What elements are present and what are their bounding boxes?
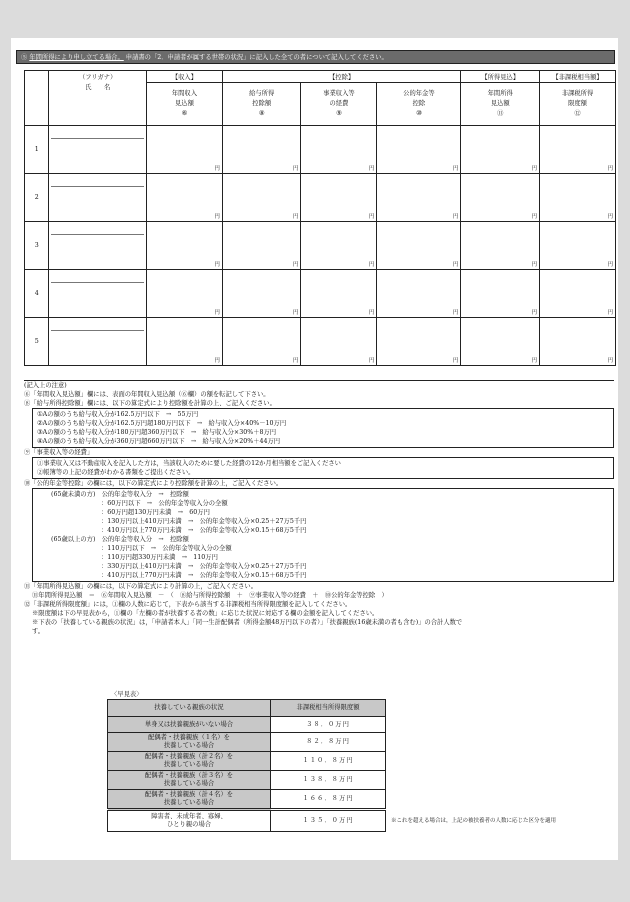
yen-label: 円 [214, 166, 220, 172]
yen-label: 円 [607, 166, 613, 172]
yen-label: 円 [607, 358, 613, 364]
yen-label: 円 [292, 310, 299, 316]
yen-label: 円 [607, 214, 613, 220]
over65-item: ：110万円超330万円未満 → 110万円 [101, 554, 218, 561]
under65-heading: (65歳未満の方) 公的年金等収入分 → 控除額 [51, 491, 189, 498]
note-12: ⑫「非課税所得限度額」には，①欄の人数に応じて，下表から該当する非課税相当所得限度額を記入してください。 [24, 601, 352, 608]
yen-label: 円 [531, 358, 538, 364]
yen-label: 円 [214, 358, 220, 364]
reference-header-status: 扶養している親族の状況 [108, 700, 271, 717]
name-input-cell[interactable] [49, 126, 147, 174]
salary-deduction-cell[interactable] [222, 126, 301, 174]
yen-label: 円 [531, 166, 538, 172]
note-9-item: ②帳簿等の上記の経費がわかる書類をご提出ください。 [37, 469, 195, 476]
status-line: 配偶者・扶養親族（１名）を [148, 734, 230, 741]
status-line: ひとり親の場合 [166, 821, 212, 828]
note-12-b: ※下表の「扶養している親族の状況」は，「申請者本人」「同一生計配偶者（所得金額48万円以下の者）」「扶養親族(16歳未満の者も含む)」の合計人数で [32, 619, 463, 626]
banner-text: 申請書の「2．申請者が属する世帯の状況」に記入した全ての者について記入してください。 [125, 54, 388, 61]
reference-table [107, 699, 386, 832]
income-cell[interactable] [146, 174, 222, 222]
col-label: 給与所得 [249, 90, 275, 97]
status-line: 障害者、未成年者、寡婦、 [151, 813, 227, 820]
yen-label: 円 [368, 166, 375, 172]
col-number: ⑪ [497, 110, 504, 117]
salary-deduction-cell[interactable] [222, 318, 301, 366]
yen-label: 円 [531, 214, 538, 220]
notes-section [24, 380, 614, 636]
yen-label: 円 [292, 358, 299, 364]
col-label: 限度額 [568, 100, 587, 107]
notes-title: (記入上の注意) [24, 380, 614, 390]
form-page [11, 38, 618, 860]
note-8: ⑧「給与所得控除額」欄には、以下の算定式により控除額を計算の上、ご記入ください。 [24, 400, 276, 407]
status-line: 配偶者・扶養親族（計３名）を [144, 772, 234, 779]
col-header-annual-income [461, 83, 540, 126]
group-limit: 【非課税相当額】 [540, 71, 616, 83]
limit-cell[interactable] [540, 126, 616, 174]
col-label: 非課税所得 [561, 90, 594, 97]
under65-item: ：130万円以上410万円未満 → 公的年金等収入分×0.25＋27万5千円 [101, 518, 307, 525]
yen-label: 円 [452, 262, 459, 268]
name-input-cell[interactable] [49, 222, 147, 270]
yen-label: 円 [368, 358, 375, 364]
col-number: ⑥ [181, 110, 188, 117]
note-9-box [32, 457, 614, 479]
name-input-cell[interactable] [49, 174, 147, 222]
note-9: ⑨「事業収入等の経費」 [24, 449, 94, 456]
annual-income-cell[interactable] [461, 126, 540, 174]
yen-label: 円 [214, 214, 220, 220]
over65-item: ：110万円以下 → 公的年金等収入分の全額 [101, 545, 232, 552]
table-row [25, 318, 616, 366]
note-6: ⑥「年間収入見込額」欄には、表面の年間収入見込額（⑥欄）の額を転記して下さい。 [24, 391, 270, 398]
under65-item: ：60万円超130万円未満 → 60万円 [101, 509, 210, 516]
business-expense-cell[interactable] [301, 126, 377, 174]
row-number: 4 [25, 270, 49, 318]
col-label: 控除 [412, 100, 426, 107]
reference-row [108, 733, 386, 752]
annual-income-cell[interactable] [461, 270, 540, 318]
business-expense-cell[interactable] [301, 222, 377, 270]
yen-label: 円 [292, 262, 299, 268]
note-11: ⑪「年間所得見込額」の欄には，以下の算定式により計算の上，ご記入ください。 [24, 583, 257, 590]
banner-number: ⑤ [21, 54, 28, 61]
col-label: 年間所得 [487, 90, 513, 97]
yen-label: 円 [452, 358, 459, 364]
col-header-business-expense [301, 83, 377, 126]
yen-label: 円 [368, 214, 375, 220]
reference-status [108, 771, 271, 790]
group-income: 【収入】 [146, 71, 222, 83]
reference-status [108, 717, 271, 733]
reference-row [108, 810, 386, 832]
group-deduction: 【控除】 [222, 71, 461, 83]
table-row [25, 222, 616, 270]
yen-label: 円 [214, 262, 220, 268]
note-8-item: ②Aの額のうち給与収入分が162.5万円超180万円以下 → 給与収入分×40%－10万円 [37, 420, 287, 427]
banner-prefix: 年間所得により申し立てる場合。 [29, 54, 124, 61]
yen-label: 円 [452, 166, 459, 172]
income-cell[interactable] [146, 126, 222, 174]
table-row [25, 126, 616, 174]
group-shotoku: 【所得見込】 [461, 71, 540, 83]
reference-value: １３５．０万円 [271, 810, 386, 832]
note-8-item: ④Aの額のうち給与収入分が360万円超660万円以下 → 給与収入分×20%＋44万円 [37, 438, 281, 445]
col-number: ⑫ [574, 110, 581, 117]
salary-deduction-cell[interactable] [222, 222, 301, 270]
note-11-formula: ⑪年間所得見込額 ＝ ⑥年間収入見込額 － （ ⑧給与所得控除額 ＋ ⑨事業収入等の経費 ＋ ⑩公的年金等控除 ） [32, 592, 388, 599]
col-label: 事業収入等 [323, 90, 355, 97]
note-10-box [32, 488, 614, 582]
note-12-a: ※限度額は下の早見表から，①欄の「左欄の者が扶養する者の数」に応じた状況に対応する欄の金額を記入してください。 [32, 610, 379, 617]
name-header-label: 氏 名 [85, 84, 111, 91]
name-header [49, 71, 147, 126]
row-number: 2 [25, 174, 49, 222]
reference-status [108, 752, 271, 771]
pension-deduction-cell[interactable] [377, 174, 461, 222]
row-number: 3 [25, 222, 49, 270]
reference-value: １１０．８万円 [271, 752, 386, 771]
income-cell[interactable] [146, 318, 222, 366]
over65-item: ：410万円以上770万円未満 → 公的年金等収入分×0.15＋68万5千円 [101, 572, 307, 579]
name-input-cell[interactable] [49, 270, 147, 318]
yen-label: 円 [607, 310, 613, 316]
income-table [24, 70, 616, 366]
col-number: ⑨ [336, 110, 342, 117]
yen-label: 円 [214, 310, 220, 316]
limit-cell[interactable] [540, 318, 616, 366]
yen-label: 円 [531, 262, 538, 268]
table-row [25, 270, 616, 318]
status-line: 単身又は扶養親族がいない場合 [144, 720, 234, 728]
status-line: 扶養している場合 [163, 780, 215, 787]
status-line: 扶養している場合 [163, 742, 215, 749]
name-input-cell[interactable] [49, 318, 147, 366]
col-label: の経費 [329, 100, 349, 107]
reference-status [108, 790, 271, 810]
note-12-c: す。 [32, 628, 45, 635]
note-8-item: ①Aの額のうち給与収入分が162.5万円以下 → 55万円 [37, 411, 199, 418]
salary-deduction-cell[interactable] [222, 174, 301, 222]
reference-status [108, 733, 271, 752]
reference-row [108, 752, 386, 771]
annual-income-cell[interactable] [461, 174, 540, 222]
pension-deduction-cell[interactable] [377, 222, 461, 270]
yen-label: 円 [531, 310, 538, 316]
pension-deduction-cell[interactable] [377, 270, 461, 318]
status-line: 扶養している場合 [163, 761, 215, 768]
yen-label: 円 [292, 166, 299, 172]
col-header-pension-deduction [377, 83, 461, 126]
income-cell[interactable] [146, 222, 222, 270]
reference-row [108, 790, 386, 810]
reference-note: ※これを超える場合は，上記の被扶養者の人数に応じた区分を適用 [391, 818, 557, 824]
reference-header-row [108, 700, 386, 717]
reference-value: １６６．８万円 [271, 790, 386, 810]
reference-value: ３８．０万円 [271, 717, 386, 733]
col-label: 年間収入 [171, 90, 197, 97]
status-line: 配偶者・扶養親族（計４名）を [144, 791, 234, 798]
under65-item: ：410万円以上770万円未満 → 公的年金等収入分×0.15＋68万5千円 [101, 527, 307, 534]
yen-label: 円 [368, 262, 375, 268]
note-10: ⑩「公的年金等控除」の欄には，以下の算定式により控除額を計算の上，ご記入ください。 [24, 480, 283, 487]
col-label: 控除額 [252, 100, 272, 107]
business-expense-cell[interactable] [301, 270, 377, 318]
col-label: 公的年金等 [403, 90, 435, 97]
limit-cell[interactable] [540, 270, 616, 318]
status-line: 扶養している場合 [163, 799, 215, 806]
yen-label: 円 [292, 214, 299, 220]
row-number-header [25, 71, 49, 126]
limit-cell[interactable] [540, 174, 616, 222]
note-8-box [32, 408, 614, 448]
row-number: 1 [25, 126, 49, 174]
col-number: ⑧ [258, 110, 265, 117]
col-header-salary-deduction [222, 83, 301, 126]
reference-row [108, 771, 386, 790]
yen-label: 円 [452, 214, 459, 220]
reference-header-limit: 非課税相当所得限度額 [271, 700, 386, 717]
note-8-item: ③Aの額のうち給与収入分が180万円超360万円以下 → 給与収入分×30%＋8万円 [37, 429, 277, 436]
reference-value: ８２．８万円 [271, 733, 386, 752]
section-banner [16, 50, 615, 64]
yen-label: 円 [368, 310, 375, 316]
reference-row [108, 717, 386, 733]
business-expense-cell[interactable] [301, 318, 377, 366]
col-header-income [146, 83, 222, 126]
yen-label: 円 [607, 262, 613, 268]
annual-income-cell[interactable] [461, 318, 540, 366]
table-row [25, 174, 616, 222]
status-line: 配偶者・扶養親族（計２名）を [144, 753, 234, 760]
reference-status [108, 810, 271, 832]
limit-cell[interactable] [540, 222, 616, 270]
reference-caption: 〈早見表〉 [111, 691, 143, 698]
kana-header-label: （フリガナ） [78, 74, 117, 81]
col-number: ⑩ [416, 110, 422, 117]
income-cell[interactable] [146, 270, 222, 318]
annual-income-cell[interactable] [461, 222, 540, 270]
reference-value: １３８．８万円 [271, 771, 386, 790]
business-expense-cell[interactable] [301, 174, 377, 222]
under65-item: ：60万円以下 → 公的年金等収入分の全額 [101, 500, 228, 507]
over65-item: ：330万円以上410万円未満 → 公的年金等収入分×0.25＋27万5千円 [101, 563, 307, 570]
col-header-limit [540, 83, 616, 126]
col-label: 見込額 [490, 100, 510, 107]
note-9-item: ①事業収入又は不動産収入を記入した方は，当該収入のために要した経費の12か月相当額をご記入ください [37, 460, 341, 467]
row-number: 5 [25, 318, 49, 366]
yen-label: 円 [452, 310, 459, 316]
pension-deduction-cell[interactable] [377, 126, 461, 174]
pension-deduction-cell[interactable] [377, 318, 461, 366]
col-label: 見込額 [174, 100, 194, 107]
over65-heading: (65歳以上の方) 公的年金等収入分 → 控除額 [51, 536, 189, 543]
salary-deduction-cell[interactable] [222, 270, 301, 318]
